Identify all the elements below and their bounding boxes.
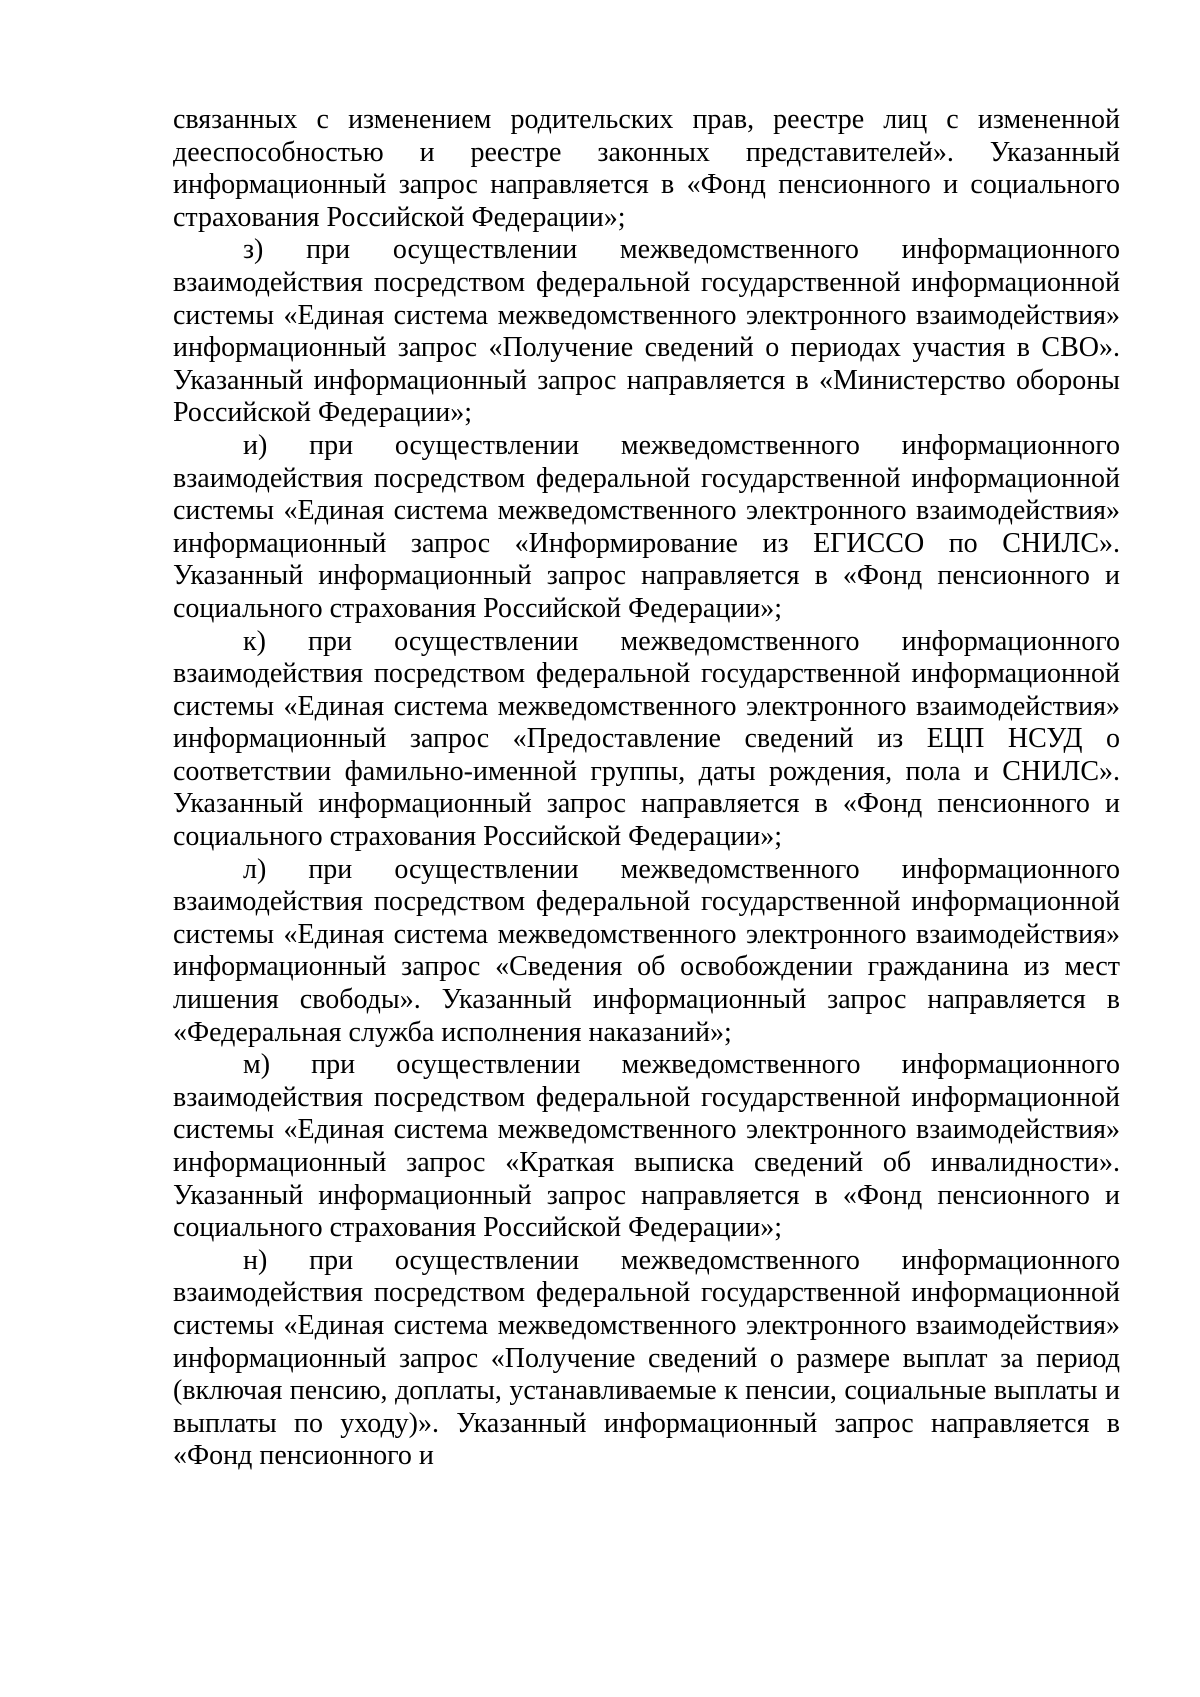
- paragraph-item-m: м) при осуществлении межведомственного информационного взаимодействия посредством федеральной государственной информационной системы «Единая система межведомственного электронного взаимодействия» информационный запрос «Краткая выписка сведений об инвалидности». Указанный информационный запрос направляется в «Фонд пенсионного и социального страхования Российской Федерации»;: [173, 1049, 1120, 1244]
- paragraph-item-k: к) при осуществлении межведомственного информационного взаимодействия посредством федеральной государственной информационной системы «Единая система межведомственного электронного взаимодействия» информационный запрос «Предоставление сведений из ЕЦП НСУД о соответствии фамильно-именной группы, даты рождения, пола и СНИЛС». Указанный информационный запрос направляется в «Фонд пенсионного и социального страхования Российской Федерации»;: [173, 625, 1120, 853]
- paragraph-continuation: связанных с изменением родительских прав, реестре лиц с измененной дееспособностью и реестре законных представителей». Указанный информационный запрос направляется в «Фонд пенсионного и социального страхования Российской Федерации»;: [173, 104, 1120, 233]
- paragraph-item-i: и) при осуществлении межведомственного информационного взаимодействия посредством федеральной государственной информационной системы «Единая система межведомственного электронного взаимодействия» информационный запрос «Информирование из ЕГИССО по СНИЛС». Указанный информационный запрос направляется в «Фонд пенсионного и социального страхования Российской Федерации»;: [173, 429, 1120, 624]
- document-page: [173, 104, 1120, 1473]
- paragraph-item-l: л) при осуществлении межведомственного информационного взаимодействия посредством федеральной государственной информационной системы «Единая система межведомственного электронного взаимодействия» информационный запрос «Сведения об освобождении гражданина из мест лишения свободы». Указанный информационный запрос направляется в «Федеральная служба исполнения наказаний»;: [173, 853, 1120, 1048]
- paragraph-item-n: н) при осуществлении межведомственного информационного взаимодействия посредством федеральной государственной информационной системы «Единая система межведомственного электронного взаимодействия» информационный запрос «Получение сведений о размере выплат за период (включая пенсию, доплаты, устанавливаемые к пенсии, социальные выплаты и выплаты по уходу)». Указанный информационный запрос направляется в «Фонд пенсионного и: [173, 1244, 1120, 1472]
- paragraph-item-z: з) при осуществлении межведомственного информационного взаимодействия посредством федеральной государственной информационной системы «Единая система межведомственного электронного взаимодействия» информационный запрос «Получение сведений о периодах участия в СВО». Указанный информационный запрос направляется в «Министерство обороны Российской Федерации»;: [173, 234, 1120, 429]
